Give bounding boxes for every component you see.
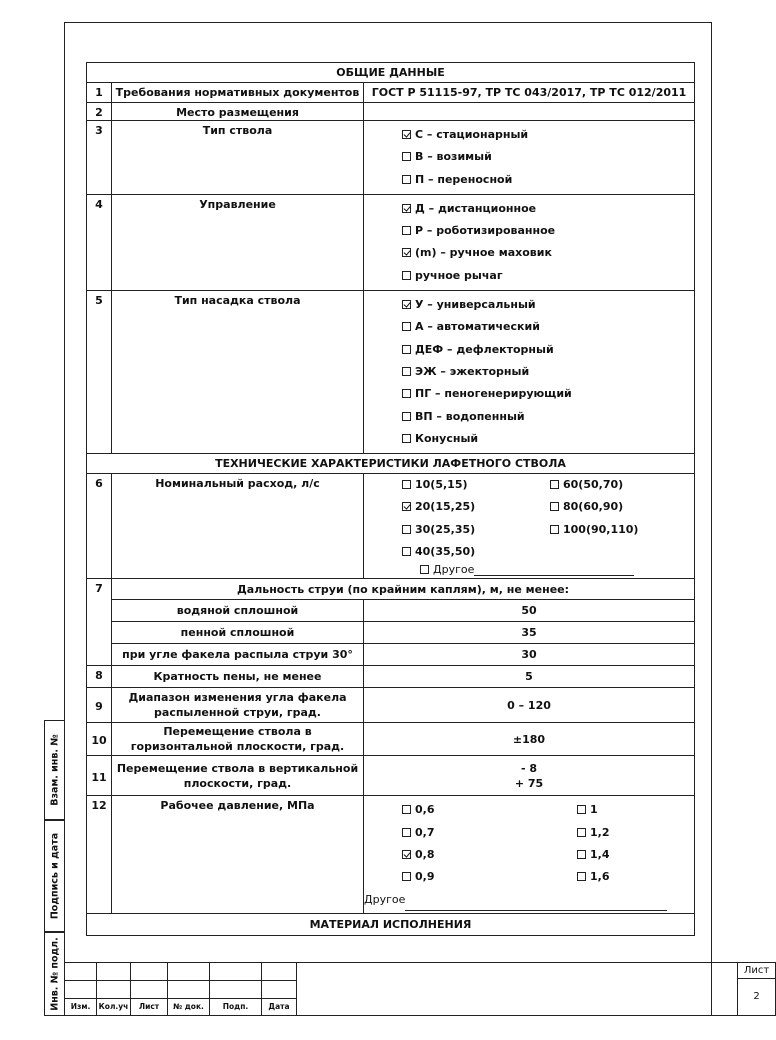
stamp-cell: [96, 980, 131, 999]
table-row: [87, 644, 695, 666]
option-item[interactable]: [402, 316, 694, 338]
option-label: А – автоматический: [415, 320, 540, 334]
checkbox-icon[interactable]: [577, 828, 586, 837]
checkbox-icon[interactable]: [402, 322, 411, 331]
row-value: 0 – 120: [364, 688, 695, 723]
option-item[interactable]: [402, 541, 550, 563]
checkbox-icon[interactable]: [402, 828, 411, 837]
section-material: МАТЕРИАЛ ИСПОЛНЕНИЯ: [87, 913, 695, 935]
row-label: Диапазон изменения угла факела распыленной струи, град.: [112, 688, 364, 723]
checkbox-icon[interactable]: [420, 565, 429, 574]
option-label: Р – роботизированное: [415, 224, 556, 238]
checkbox-icon[interactable]: [402, 152, 411, 161]
row-value: ±180: [364, 723, 695, 756]
option-label: 40(35,50): [415, 545, 476, 559]
option-label: ручное рычаг: [415, 268, 503, 282]
row-value: [364, 756, 695, 796]
checkbox-icon[interactable]: [402, 434, 411, 443]
row-number: 2: [87, 103, 112, 121]
table-row: [87, 291, 695, 454]
checkbox-icon[interactable]: [402, 805, 411, 814]
checkbox-checked-icon[interactable]: [402, 130, 411, 139]
sub-label: пенной сплошной: [112, 622, 364, 644]
table-row: [87, 666, 695, 688]
option-item[interactable]: [550, 474, 670, 496]
checkbox-icon[interactable]: [402, 345, 411, 354]
option-item[interactable]: [402, 428, 694, 450]
checkbox-icon[interactable]: [577, 850, 586, 859]
sub-value: 30: [364, 644, 695, 666]
value-max: + 75: [514, 776, 544, 790]
row-label: Тип ствола: [112, 121, 364, 195]
other-option[interactable]: [364, 889, 694, 913]
section-header: [87, 63, 695, 83]
other-label: Другое: [364, 892, 406, 906]
option-item[interactable]: [402, 406, 694, 428]
option-label: 100(90,110): [563, 522, 639, 536]
option-label: (m) – ручное маховик: [415, 246, 552, 260]
section-general: ОБЩИЕ ДАННЫЕ: [87, 63, 695, 83]
sub-value: 50: [364, 600, 695, 622]
option-label: ВП – водопенный: [415, 409, 525, 423]
table-row: [87, 194, 695, 290]
option-item[interactable]: [402, 339, 694, 361]
row-number: 11: [87, 756, 112, 796]
options-cell: [364, 474, 695, 579]
row-label: Дальность струи (по крайним каплям), м, не менее:: [112, 579, 695, 600]
option-label: У – универсальный: [415, 298, 536, 312]
row-value: ГОСТ Р 51115-97, ТР ТС 043/2017, ТР ТС 012/2011: [364, 83, 695, 103]
sidebar-cell-inventory: [44, 932, 64, 1016]
checkbox-icon[interactable]: [402, 480, 411, 489]
checkbox-icon[interactable]: [550, 502, 559, 511]
options-grid: [402, 474, 694, 563]
option-label: 80(60,90): [563, 500, 624, 514]
option-item[interactable]: [402, 198, 694, 220]
option-item[interactable]: [402, 242, 694, 264]
checkbox-icon[interactable]: [402, 367, 411, 376]
option-item[interactable]: [402, 124, 694, 146]
stamp-col-label: Кол.уч: [96, 998, 131, 1016]
checkbox-checked-icon[interactable]: [402, 502, 411, 511]
row-number: 12: [87, 796, 112, 913]
option-item[interactable]: [402, 383, 694, 405]
option-item[interactable]: [402, 294, 694, 316]
checkbox-checked-icon[interactable]: [402, 850, 411, 859]
stamp-cell: [209, 980, 262, 999]
title-block: [64, 962, 770, 1016]
table-row: [87, 600, 695, 622]
row-number: 9: [87, 688, 112, 723]
table-row: [87, 796, 695, 913]
side-stamp: [44, 720, 64, 1016]
option-item[interactable]: [402, 822, 577, 844]
row-number: 6: [87, 474, 112, 579]
row-label: Перемещение ствола в горизонтальной плоскости, град.: [112, 723, 364, 756]
row-number: 4: [87, 194, 112, 290]
option-label: 1,4: [590, 847, 610, 861]
stamp-cell: [167, 980, 210, 999]
sub-value: 35: [364, 622, 695, 644]
option-item[interactable]: [550, 496, 670, 518]
other-input-line[interactable]: [405, 899, 667, 911]
option-label: ЭЖ – эжекторный: [415, 364, 530, 378]
option-item[interactable]: [550, 519, 670, 541]
table-row: [87, 756, 695, 796]
row-value[interactable]: [364, 103, 695, 121]
sidebar-label: Взам. инв. №: [49, 734, 60, 806]
sub-label: водяной сплошной: [112, 600, 364, 622]
option-label: 0,9: [415, 870, 435, 884]
checkbox-checked-icon[interactable]: [402, 300, 411, 309]
table-row: [87, 688, 695, 723]
option-label: 0,7: [415, 825, 435, 839]
checkbox-icon[interactable]: [577, 872, 586, 881]
checkbox-icon[interactable]: [402, 412, 411, 421]
stamp-cell: [64, 962, 97, 981]
sub-label: при угле факела распыла струи 30°: [112, 644, 364, 666]
option-item[interactable]: [402, 220, 694, 242]
other-label: Другое: [433, 563, 475, 577]
option-item[interactable]: [577, 866, 697, 888]
sidebar-label: Инв. № подл.: [49, 937, 60, 1011]
options-cell: [364, 194, 695, 290]
option-label: Д – дистанционное: [415, 201, 537, 215]
checkbox-icon[interactable]: [402, 175, 411, 184]
row-number: 7: [87, 579, 112, 666]
row-number: 1: [87, 83, 112, 103]
option-label: ПГ – пеногенерирующий: [415, 387, 572, 401]
option-item[interactable]: [402, 519, 550, 541]
stamp-cell: [209, 962, 262, 981]
option-item[interactable]: [577, 822, 697, 844]
checkbox-icon[interactable]: [402, 525, 411, 534]
row-number: 8: [87, 666, 112, 688]
stamp-col-label: Подп.: [209, 998, 262, 1016]
option-label: 1,2: [590, 825, 610, 839]
table-row: [87, 103, 695, 121]
option-item[interactable]: [402, 146, 694, 168]
stamp-cell: [261, 962, 297, 981]
checkbox-icon[interactable]: [402, 389, 411, 398]
sidebar-label: Подпись и дата: [49, 832, 60, 920]
checkbox-icon[interactable]: [402, 271, 411, 280]
option-label: П – переносной: [415, 172, 513, 186]
option-label: 20(15,25): [415, 500, 476, 514]
table-row: [87, 622, 695, 644]
checkbox-icon[interactable]: [550, 525, 559, 534]
option-item[interactable]: [577, 799, 697, 821]
checkbox-checked-icon[interactable]: [402, 248, 411, 257]
stamp-col-label: Лист: [130, 998, 168, 1016]
option-label: 1,6: [590, 870, 610, 884]
option-label: В – возимый: [415, 150, 492, 164]
options-cell: [364, 796, 695, 913]
stamp-col-label: Изм.: [64, 998, 97, 1016]
row-label: Требования нормативных документов: [112, 83, 364, 103]
option-item[interactable]: [402, 169, 694, 191]
row-label: Управление: [112, 194, 364, 290]
row-number: 5: [87, 291, 112, 454]
stamp-cell: [261, 980, 297, 999]
table-row: [87, 474, 695, 579]
section-technical: ТЕХНИЧЕСКИЕ ХАРАКТЕРИСТИКИ ЛАФЕТНОГО СТВОЛА: [87, 454, 695, 474]
option-label: С – стационарный: [415, 128, 529, 141]
checkbox-icon[interactable]: [402, 872, 411, 881]
value-min: - 8: [520, 761, 538, 775]
row-label: Перемещение ствола в вертикальной плоскости, град.: [112, 756, 364, 796]
checkbox-checked-icon[interactable]: [402, 204, 411, 213]
table-row: [87, 579, 695, 600]
options-col-2: [550, 474, 670, 563]
option-label: ДЕФ – дефлекторный: [415, 342, 554, 356]
option-label: 1: [590, 803, 598, 817]
option-item[interactable]: [402, 496, 550, 518]
row-label: Кратность пены, не менее: [112, 666, 364, 688]
table-row: [87, 83, 695, 103]
option-item[interactable]: [402, 361, 694, 383]
other-input-line[interactable]: [474, 564, 634, 576]
stamp-col-label: № док.: [167, 998, 210, 1016]
spec-table: [86, 62, 695, 936]
option-item[interactable]: [402, 866, 577, 888]
options-cell: [364, 121, 695, 195]
row-number: 3: [87, 121, 112, 195]
option-label: 60(50,70): [563, 478, 624, 492]
sheet-label: Лист: [737, 962, 776, 979]
row-label: Номинальный расход, л/с: [112, 474, 364, 579]
stamp-designation-field: [296, 962, 738, 1016]
stamp-cell: [96, 962, 131, 981]
checkbox-icon[interactable]: [402, 226, 411, 235]
option-item[interactable]: [577, 844, 697, 866]
options-col-2: [577, 799, 697, 888]
other-option[interactable]: [402, 563, 694, 578]
row-number: 10: [87, 723, 112, 756]
table-row: [87, 723, 695, 756]
option-label: 0,8: [415, 847, 435, 861]
option-label: 0,6: [415, 803, 435, 817]
option-label: 10(5,15): [415, 478, 468, 492]
sidebar-cell-signature: [44, 820, 64, 932]
section-header: [87, 913, 695, 935]
options-col-1: [402, 799, 577, 888]
section-header: [87, 454, 695, 474]
row-label: Тип насадка ствола: [112, 291, 364, 454]
row-label: Место размещения: [112, 103, 364, 121]
stamp-cell: [130, 980, 168, 999]
option-item[interactable]: [402, 265, 694, 287]
row-value: 5: [364, 666, 695, 688]
stamp-cell: [64, 980, 97, 999]
table-row: [87, 121, 695, 195]
option-label: 30(25,35): [415, 522, 476, 536]
stamp-cell: [130, 962, 168, 981]
options-grid: [364, 796, 694, 888]
checkbox-icon[interactable]: [577, 805, 586, 814]
option-item[interactable]: [402, 474, 550, 496]
option-item[interactable]: [402, 844, 577, 866]
options-cell: [364, 291, 695, 454]
stamp-cell: [167, 962, 210, 981]
checkbox-icon[interactable]: [402, 547, 411, 556]
options-col-1: [402, 474, 550, 563]
row-label: Рабочее давление, МПа: [112, 796, 364, 913]
option-item[interactable]: [402, 799, 577, 821]
stamp-col-label: Дата: [261, 998, 297, 1016]
sidebar-cell-replacement: [44, 720, 64, 820]
checkbox-icon[interactable]: [550, 480, 559, 489]
sheet-number: 2: [737, 978, 776, 1016]
option-label: Конусный: [415, 431, 479, 445]
